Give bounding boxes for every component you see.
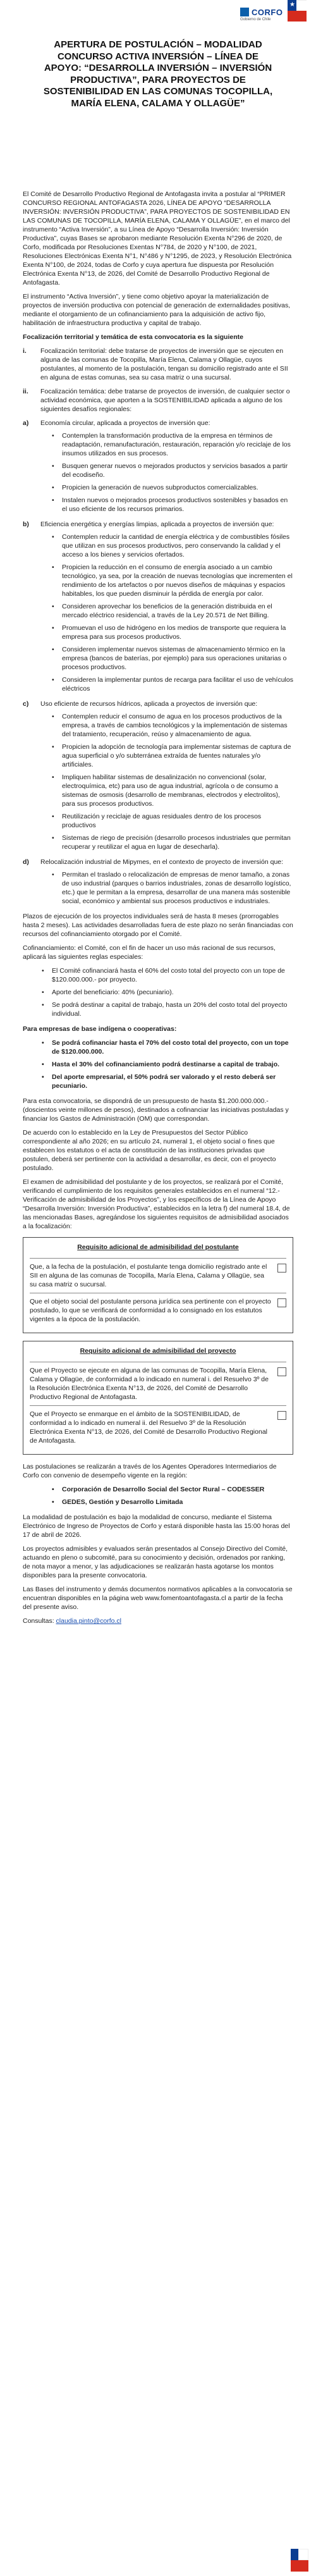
focal-territorial: i. Focalización territorial: debe tratarse de proyectos de inversión que se ejecuten en alguna de las comunas de Tocopilla, María Elena, Calama y Ollagüe, cuyos postulantes, al momento de la postulación, tengan su domicilio registrado ante el SII en alguna de estas comunas, sea su casa matriz o una sucursal. [23,347,293,382]
list-item: • Impliquen habilitar sistemas de desalinización no convencional (solar, electroquímica, etc) para uso de agua industrial, agrícola o de consumo a sistemas de osmosis (desarrollo de membranas, electrodos y electrolitos), para sus procesos productivos. [52,773,293,808]
footer [0,2549,316,2576]
row-text: Que, a la fecha de la postulación, el postulante tenga domicilio registrado ante el SII en alguna de las comunas de Tocopilla, María Elena, Calama y Ollagüe, sea su casa matriz o sucursal. [30,1263,267,1288]
evaluados-paragraph: Los proyectos admisibles y evaluados serán presentados al Consejo Directivo del Comité, actuando en pleno o subcomité, para su conocimiento y decisión, ordenados por ranking, de nota mayor a menor, y las adjudicaciones se realizarán hasta agotarse los montos disponibles para la presente convocatoria. [23,1545,288,1579]
chile-flag-icon: ★ [288,0,307,22]
list-item: • Hasta el 30% del cofinanciamiento podrá destinarse a capital de trabajo. [42,1060,293,1069]
consultas [23,1617,293,1625]
modalidad-paragraph: La modalidad de postulación es bajo la modalidad de concurso, mediante el Sistema Electrónico de Ingreso de Proyectos de Corfo y estará disponible hasta las 15:00 horas del 17 de abril de 2026. [23,1513,290,1539]
table-row [30,1405,286,1449]
list-item: • Propicien la generación de nuevos subproductos comercializables. [52,483,293,492]
list-item: • Se podrá destinar a capital de trabajo, hasta un 20% del costo total del proyecto individual. [42,1001,293,1018]
box-title: Requisito adicional de admisibilidad del proyecto [80,1347,236,1355]
focal-intro: Focalización territorial y temática de esta convocatoria es la siguiente [23,333,243,341]
postulante-requirements-table [23,1237,293,1333]
plazos-paragraph: Plazos de ejecución de los proyectos individuales será de hasta 8 meses (prorrogables hasta 2 meses). Las actividades desarrolladas fuera de este plazo no serán financiadas con recursos del cofinanciamiento otorgado por el Comité. [23,913,293,938]
focal-territorial-text: Focalización territorial: debe tratarse de proyectos de inversión que se ejecuten en alguna de las comunas de Tocopilla, María Elena, Calama y Ollagüe, cuyos postulantes, al momento de la postulación, tengan su domicilio registrado ante el SII en alguna de estas comunas, sea su casa matriz o una sucursal. [40,347,288,381]
cofin-paragraph: Cofinanciamiento: el Comité, con el fin de hacer un uso más racional de sus recursos, aplicará las siguientes reglas especiales: [23,944,276,961]
list-agentes [23,1485,293,1507]
ley-paragraph: De acuerdo con lo establecido en la Ley de Presupuestos del Sector Público correspondiente al año 2026; en su artículo 24, numeral 1, el objeto social o fines que establecen los estatutos o el acta de constitución de las instituciones privadas que postulen, deberá ser pertinente con la actividad a desarrollar, es decir, con el proyecto postulado. [23,1129,276,1172]
indigena-title: Para empresas de base indígena o cooperativas: [23,1025,177,1033]
list-item: • Propicien la adopción de tecnología para implementar sistemas de captura de agua superficial o y/o subterránea extraída de fuentes naturales y/o artificiales. [52,743,293,769]
section-b-text: Eficiencia energética y energías limpias, aplicada a proyectos de inversión que: [40,521,274,528]
list-item: • GEDES, Gestión y Desarrollo Limitada [52,1498,293,1507]
list-item: • Del aporte empresarial, el 50% podrá ser valorado y el resto deberá ser pecuniario. [42,1073,293,1090]
section-c-text: Uso eficiente de recursos hídricos, aplicada a proyectos de inversión que: [40,700,258,708]
examen-paragraph: El examen de admisibilidad del postulante y de los proyectos, se realizará por el Comité, verificando el cumplimiento de los requisitos generales establecidos en el numeral “12.- Verificación de admisibilidad de los Proyectos”, y los específicos de la Línea de Apoyo “Desarrolla Inversión: Inversión Productiva”, establecidos en la letra f) del numeral 18.4, de las mencionadas Bases, agregándose los siguientes requisitos de admisibilidad asociados a la focalización: [23,1178,290,1230]
chile-flag-icon [291,2549,308,2572]
document-body [23,190,293,1630]
list-cofin [23,966,293,1018]
list-item: • El Comité cofinanciará hasta el 60% del costo total del proyecto con un tope de $120.000.000.- por proyecto. [42,966,293,984]
postulaciones-paragraph: Las postulaciones se realizarán a través de los Agentes Operadores Intermediarios de Corfo con convenio de desempeño vigente en la región: [23,1463,277,1479]
intro-paragraph: El Comité de Desarrollo Productivo Regional de Antofagasta invita a postular al “PRIMER CONCURSO REGIONAL ANTOFAGASTA 2026, LÍNEA DE APOYO “DESARROLLA INVERSIÓN: INVERSIÓN PRODUCTIVA”, PARA PROYECTOS DE SOSTENIBILIDAD EN LAS COMUNAS DE TOCOPILLA, MARÍA ELENA, CALAMA Y OLLAGÜE”, en el marco del instrumento “Activa Inversión”, a su Línea de Apoyo “Desarrolla Inversión: Inversión Productiva”, cuyas Bases se aprobaron mediante Resolución Exenta N°296 de 2020, de Corfo, modificada por Resoluciones Exentas N°784, de 2020 y N°100, de 2021, Resoluciones Electrónicas Exenta N°1, N°486 y N°1295, de 2023, y Resolución Electrónica Exenta N°100, de 2024, todas de Corfo y cuya apertura fue dispuesta por Resolución Electrónica Exenta N°13, de 2026, del Comité de Desarrollo Productivo Regional de Antofagasta. [23,190,292,287]
list-a [23,431,293,514]
section-d-text: Relocalización industrial de Mipymes, en el contexto de proyecto de inversión que: [40,858,284,866]
gov-text: Gobierno de Chile [240,18,271,22]
checkbox-icon [277,1298,286,1307]
list-item: • Reutilización y reciclaje de aguas residuales dentro de los procesos productivos [52,812,293,830]
list-item: • Consideren aprovechar los beneficios de la generación distribuida en el mercado eléctrico residencial, a través de la Ley 20.571 de Net Billing. [52,602,293,620]
corfo-brand: CORFO [252,7,283,17]
corfo-logo-icon [240,8,249,16]
checkbox-icon [277,1264,286,1273]
page-title: APERTURA DE POSTULACIÓN – MODALIDAD CONCURSO ACTIVA INVERSIÓN – LÍNEA DE APOYO: “DESARROLLA INVERSIÓN – INVERSIÓN PRODUCTIVA”, PARA PROYECTOS DE SOSTENIBILIDAD EN LAS COMUNAS TOCOPILLA, MARÍA ELENA, CALAMA Y OLLAGÜE” [43,39,273,109]
section-b: b) Eficiencia energética y energías limpias, aplicada a proyectos de inversión que: [23,521,274,528]
box-title: Requisito adicional de admisibilidad del postulante [77,1243,239,1251]
list-item: • Consideren la implementar puntos de recarga para facilitar el uso de vehículos eléctricos [52,675,293,693]
section-a-text: Economía circular, aplicada a proyectos de inversión que: [40,419,210,427]
section-c: c) Uso eficiente de recursos hídricos, aplicada a proyectos de inversión que: [23,700,258,708]
corfo-logo [240,5,283,19]
focal-tematica: ii. Focalización temática: debe tratarse de proyectos de inversión, de cualquier sector o actividad económica, que aporten a la SOSTENIBILIDAD aplicada a alguno de los siguientes desafíos regionales: [23,387,293,414]
row-text: Que el objeto social del postulante persona jurídica sea pertinente con el proyecto postulado, lo que se verificará de conformidad a lo consignado en los estatutos vigentes a la época de la postulación. [30,1298,271,1323]
list-b [23,533,293,693]
list-item: • Se podrá cofinanciar hasta el 70% del costo total del proyecto, con un tope de $120.000.000. [42,1038,293,1056]
checkbox-icon [277,1411,286,1420]
bases-paragraph: Las Bases del instrumento y demás documentos normativos aplicables a la convocatoria se encuentran disponibles en la página web www.fomentoantofagasta.cl a partir de la fecha del presente aviso. [23,1586,293,1611]
presupuesto-paragraph: Para esta convocatoria, se dispondrá de un presupuesto de hasta $1.200.000.000.- (doscientos veinte millones de pesos), destinados a cofinanciar las iniciativas postuladas y financiar los Gastos de Administración (OM) que correspondan. [23,1097,289,1123]
consultas-email-link[interactable]: claudia.pinto@corfo.cl [56,1617,121,1625]
section-a: a) Economía circular, aplicada a proyectos de inversión que: [23,419,210,427]
table-row [30,1293,286,1328]
row-text: Que el Proyecto se ejecute en alguna de las comunas de Tocopilla, María Elena, Calama y Ollagüe, de conformidad a lo indicado en numeral i. del Resuelvo 3º de la Resolución Electrónica Exenta N°13, de 2026, del Comité de Desarrollo Productivo Regional de Antofagasta. [30,1367,269,1401]
header [0,0,316,34]
list-item: • Instalen nuevos o mejorados procesos productivos sostenibles y basados en el uso eficiente de los recursos primarios. [52,496,293,514]
list-indigena [23,1038,293,1090]
list-item: • Consideren implementar nuevos sistemas de almacenamiento térmico en la empresa (bancos de baterías, por ejemplo) para sus operaciones unitarias o procesos productivos. [52,645,293,672]
list-item: • Sistemas de riego de precisión (desarrollo procesos industriales que permitan recuperar y reutilizar el agua en lugar de desecharla). [52,834,293,851]
list-item: • Permitan el traslado o relocalización de empresas de menor tamaño, a zonas de uso industrial (parques o barrios industriales, zonas de desarrollo logístico, etc.) que le permitan a la empresa, desarrollar de una manera más sostenible social, económico y ambiental sus procesos productivos e industriales. [52,870,293,906]
list-item: • Corporación de Desarrollo Social del Sector Rural – CODESSER [52,1485,293,1494]
list-item: • Contemplen reducir el consumo de agua en los procesos productivos de la empresa, a través de cambios tecnológicos y la implementación de sistemas del tratamiento, recuperación, reúso y almacenamiento de agua. [52,712,293,739]
list-c [23,712,293,851]
list-item: • Busquen generar nuevos o mejorados productos y servicios basados a partir del ecodiseño. [52,462,293,479]
row-text: Que el Proyecto se enmarque en el ámbito de la SOSTENIBILIDAD, de conformidad a lo indicado en numeral ii. del Resuelvo 3º de la Resolución Electrónica Exenta N°13, de 2026, del Comité de Desarrollo Productivo Regional de Antofagasta. [30,1410,267,1445]
list-item: • Contemplen la transformación productiva de la empresa en términos de readaptación, remanufacturación, restauración, reparación y/o reciclaje de los insumos utilizados en sus procesos. [52,431,293,458]
list-d [23,870,293,906]
section-d: d) Relocalización industrial de Mipymes, en el contexto de proyecto de inversión que: [23,858,284,866]
consultas-label: Consultas: [23,1617,54,1625]
list-item: • Aporte del beneficiario: 40% (pecuniario). [42,988,293,997]
list-item: • Propicien la reducción en el consumo de energía asociado a un cambio tecnológico, ya sea, por la creación de nuevas tecnologías que incrementen el rendimiento de los artefactos o por nuevos diseños de máquinas y espacios habitables, los que pueden disminuir la pérdida de energía por calor. [52,563,293,598]
checkbox-icon [277,1367,286,1376]
list-item: • Contemplen reducir la cantidad de energía eléctrica y de combustibles fósiles que utilizan en sus procesos productivos, pero conservando la calidad y el acceso a los bienes y servicios ofertados. [52,533,293,559]
proyecto-requirements-table [23,1341,293,1455]
list-item: • Promuevan el uso de hidrógeno en los medios de transporte que requiera la empresa para sus procesos productivos. [52,624,293,641]
table-row [30,1362,286,1405]
instrument-paragraph: El instrumento “Activa Inversión”, y tiene como objetivo apoyar la materialización de proyectos de inversión productiva con potencial de generación de externalidades positivas, mediante el otorgamiento de un cofinanciamiento para la adquisición de activo fijo, habilitación de infraestructura productiva y capital de trabajo. [23,293,291,327]
table-row [30,1258,286,1293]
focal-tematica-text: Focalización temática: debe tratarse de proyectos de inversión, de cualquier sector o actividad económica, que aporten a la SOSTENIBILIDAD aplicada a alguno de los siguientes desafíos regionales: [40,388,290,413]
